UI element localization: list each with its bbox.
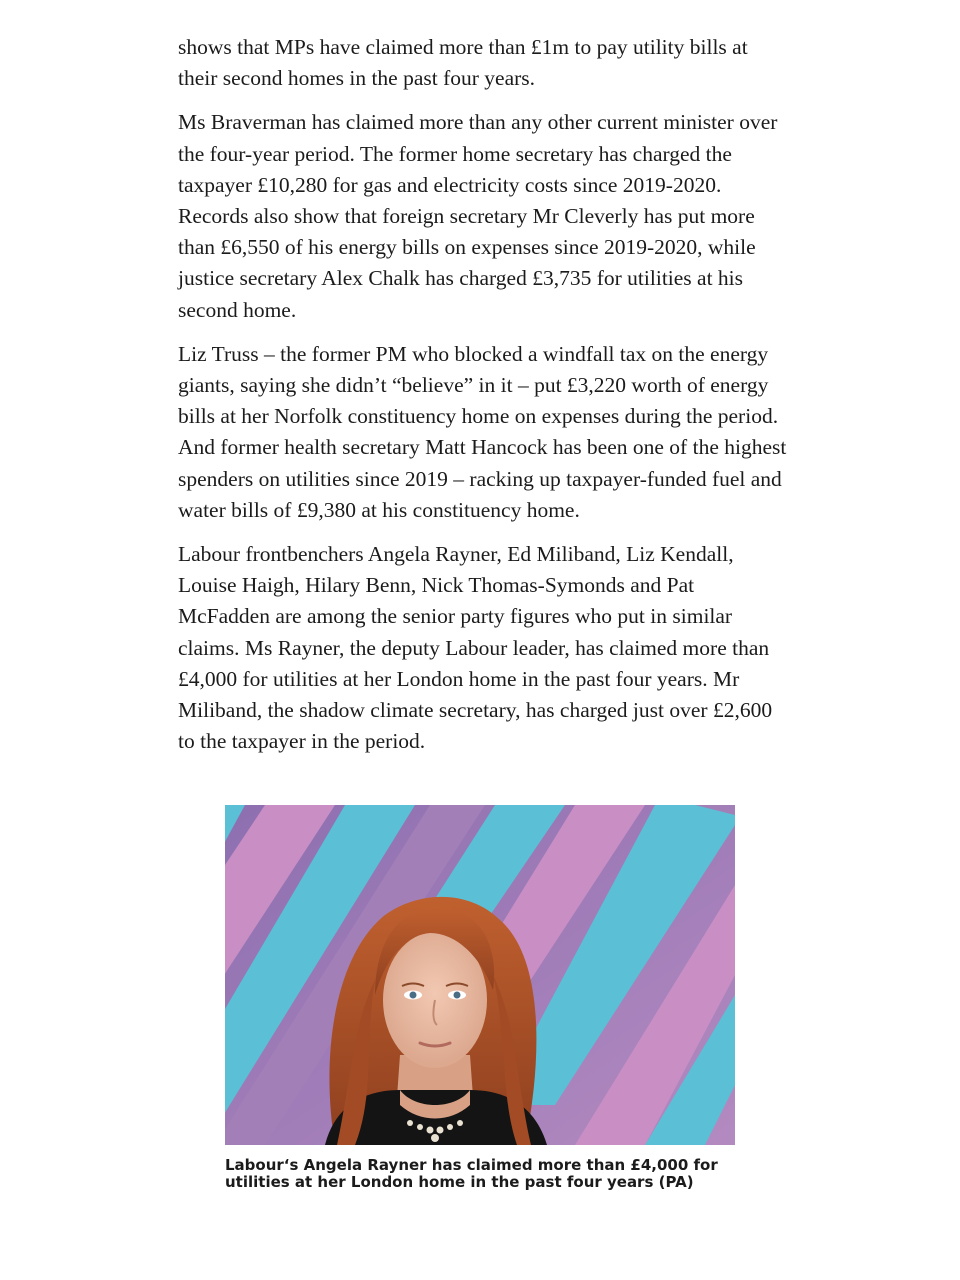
article-body [178, 32, 788, 770]
article-paragraph: Labour frontbenchers Angela Rayner, Ed Miliband, Liz Kendall, Louise Haigh, Hilary Benn, Nick Thomas-Symonds and Pat McFadden are among the senior party figures who put in similar claims. Ms Rayner, the deputy Labour leader, has claimed more than £4,000 for utilities at her London home in the past four years. Mr Miliband, the shadow climate secretary, has charged just over £2,600 to the taxpayer in the period. [178, 542, 773, 754]
photo-caption: Labour‘s Angela Rayner has claimed more than £4,000 for utilities at her London home in the past four years (PA) [225, 1156, 718, 1191]
article-paragraph: shows that MPs have claimed more than £1m to pay utility bills at their second homes in the past four years. [178, 35, 748, 91]
article-photo [225, 805, 735, 1145]
article-paragraph: Liz Truss – the former PM who blocked a windfall tax on the energy giants, saying she didn’t “believe” in it – put £3,220 worth of energy bills at her Norfolk constituency home on expenses during the period. And former health secretary Matt Hancock has been one of the highest spenders on utilities since 2019 – racking up taxpayer-funded fuel and water bills of £9,380 at his constituency home. [178, 341, 787, 522]
article-figure [225, 805, 735, 1191]
article-paragraph: Ms Braverman has claimed more than any other current minister over the four-year period. The former home secretary has charged the taxpayer £10,280 for gas and electricity costs since 2019-2020. Records also show that foreign secretary Mr Cleverly has put more than £6,550 of his energy bills on expenses since 2019-2020, while justice secretary Alex Chalk has charged £3,735 for utilities at his second home. [178, 110, 778, 322]
